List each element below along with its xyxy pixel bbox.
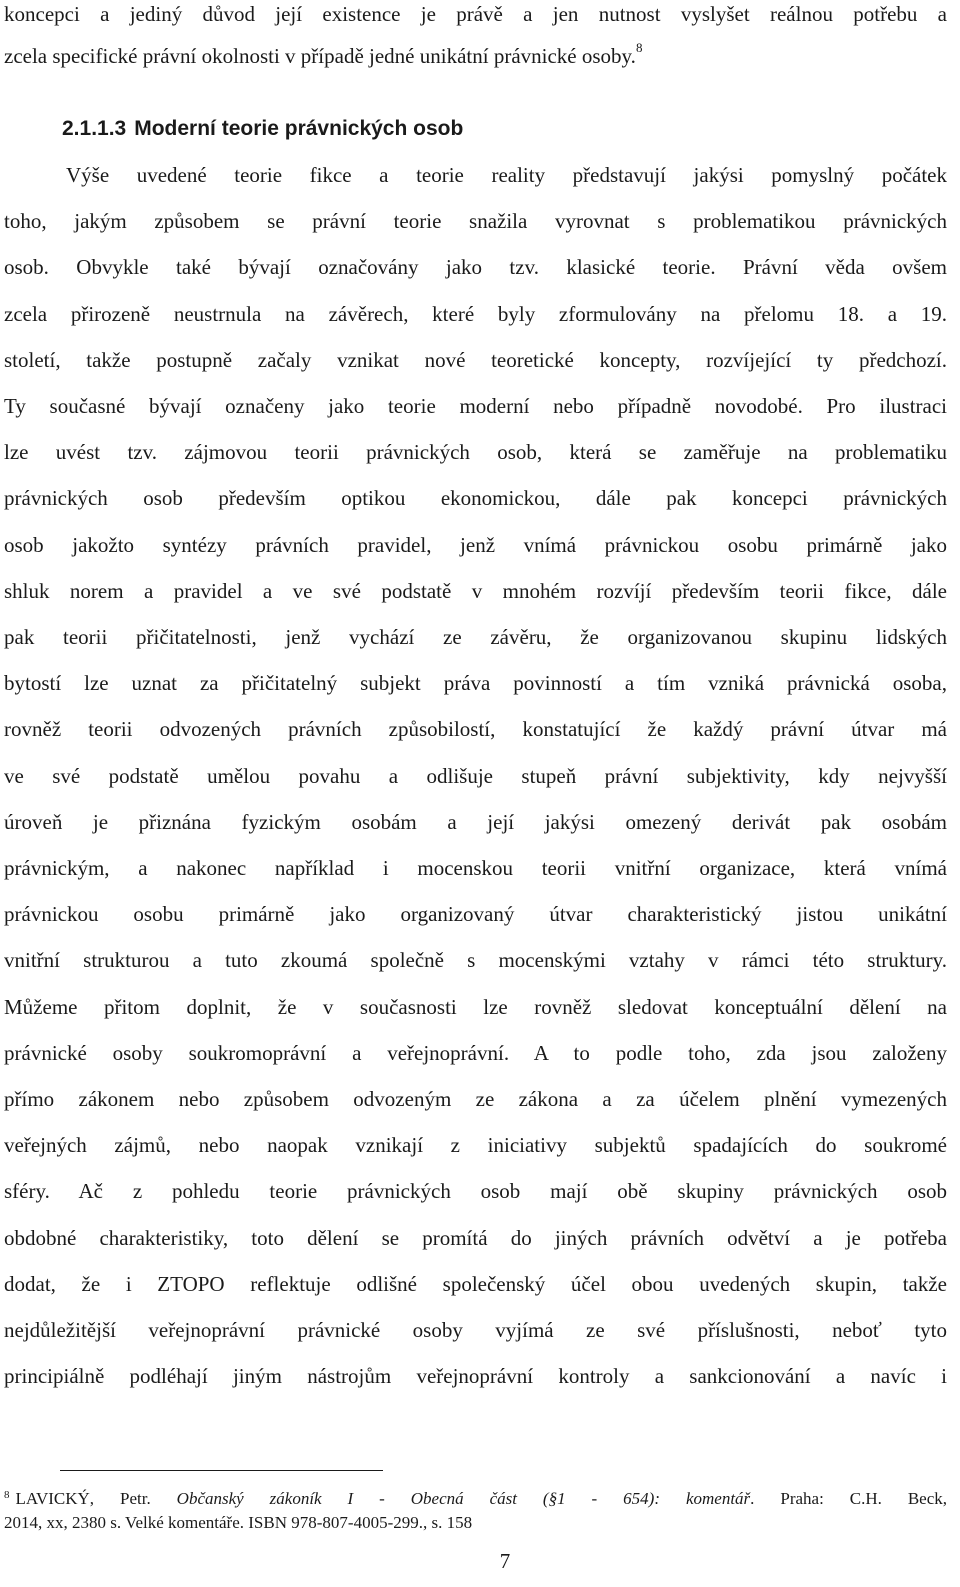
footnote-separator xyxy=(60,1470,383,1471)
paragraph-line: toho, jakým způsobem se právní teorie snažila vyrovnat s problematikou právnických xyxy=(4,209,947,234)
footnote-reference[interactable]: 8 xyxy=(635,40,643,55)
paragraph-line: pak teorii přičitatelnosti, jenž vychází ze závěru, že organizovanou skupinu lidských xyxy=(4,625,947,649)
paragraph-line: Ty současné bývají označeny jako teorie moderní nebo případně novodobé. Pro ilustraci xyxy=(4,394,947,418)
paragraph-line: osob. Obvykle také bývají označovány jako tzv. klasické teorie. Právní věda ovšem xyxy=(4,255,947,280)
paragraph-line: Můžeme přitom doplnit, že v současnosti lze rovněž sledovat konceptuální dělení na xyxy=(4,994,947,1019)
paragraph-line: Výše uvedené teorie fikce a teorie reality představují jakýsi pomyslný počátek xyxy=(66,163,947,187)
paragraph-line: sféry. Ač z pohledu teorie právnických osob mají obě skupiny právnických osob xyxy=(4,1179,947,1204)
section-number: 2.1.1.3 xyxy=(62,117,127,140)
body-line-text: koncepci a jediný důvod její existence je právě a jen nutnost vyslyšet reálnou potřebu a xyxy=(4,2,947,26)
paragraph-line: osob jakožto syntézy právních pravidel, jenž vnímá právnickou osobu primárně jako xyxy=(4,532,947,557)
footnote-marker: 8 xyxy=(4,1489,10,1501)
paragraph-line: vnitřní strukturou a tuto zkoumá společně s mocenskými vztahy v rámci této struktury. xyxy=(4,948,947,973)
section-heading xyxy=(62,115,463,143)
paragraph-line: lze uvést tzv. zájmovou teorii právnických osob, která se zaměřuje na problematiku xyxy=(4,440,947,465)
body-line-2 xyxy=(4,42,947,70)
paragraph-line: právnické osoby soukromoprávní a veřejnoprávní. A to podle toho, zda jsou založeny xyxy=(4,1040,947,1065)
paragraph-line: rovněž teorii odvozených právních způsobilostí, konstatující že každý právní útvar má xyxy=(4,717,947,742)
paragraph-line: zcela přirozeně neustrnula na závěrech, které byly zformulovány na přelomu 18. a 19. xyxy=(4,301,947,326)
footnote xyxy=(4,1488,947,1512)
paragraph-line: právnických osob především optikou ekonomickou, dále pak koncepci právnických xyxy=(4,486,947,511)
paragraph-line: veřejných zájmů, nebo naopak vznikají z iniciativy subjektů spadajících do soukromé xyxy=(4,1133,947,1158)
paragraph-line: právnickým, a nakonec například i mocenskou teorii vnitřní organizace, která vnímá xyxy=(4,856,947,880)
page-number: 7 xyxy=(499,1549,511,1573)
paragraph-line: ve své podstatě umělou povahu a odlišuje stupeň právní subjektivity, kdy nejvyšší xyxy=(4,763,947,788)
paragraph-line: dodat, že i ZTOPO reflektuje odlišné společenský účel obou uvedených skupin, takže xyxy=(4,1271,947,1296)
paragraph-line: nejdůležitější veřejnoprávní právnické osoby vyjímá ze své příslušnosti, neboť tyto xyxy=(4,1318,947,1342)
section-title: Moderní teorie právnických osob xyxy=(134,117,464,140)
paragraph-line: právnickou osobu primárně jako organizovaný útvar charakteristický jistou unikátní xyxy=(4,902,947,927)
footnote-line-2: 2014, xx, 2380 s. Velké komentáře. ISBN 978-807-4005-299., s. 158 xyxy=(4,1513,473,1532)
body-line-1 xyxy=(4,0,947,28)
paragraph-line: století, takže postupně začaly vznikat nové teoretické koncepty, rozvíjející ty předchozí. xyxy=(4,347,947,372)
paragraph-line: shluk norem a pravidel a ve své podstatě v mnohém rozvíjí především teorii fikce, dále xyxy=(4,578,947,603)
footnote-author: LAVICKÝ, Petr. xyxy=(15,1489,151,1508)
paragraph-line: bytostí lze uznat za přičitatelný subjekt práva povinností a tím vzniká právnická osoba, xyxy=(4,671,947,696)
footnote-title: Občanský zákoník I - Obecná část (§1 - 654): komentář xyxy=(176,1489,751,1508)
paragraph-line: obdobné charakteristiky, toto dělení se promítá do jiných právních odvětví a je potřeba xyxy=(4,1225,947,1250)
footnote-publisher: . Praha: C.H. Beck, xyxy=(750,1489,947,1508)
paragraph-line: úroveň je přiznána fyzickým osobám a její jakýsi omezený derivát pak osobám xyxy=(4,809,947,834)
paragraph-line: přímo zákonem nebo způsobem odvozeným ze zákona a za účelem plnění vymezených xyxy=(4,1087,947,1111)
body-line-text: zcela specifické právní okolnosti v případě jedné unikátní právnické osoby. xyxy=(4,44,636,68)
paragraph-line: principiálně podléhají jiným nástrojům veřejnoprávní kontroly a sankcionování a navíc i xyxy=(4,1364,947,1389)
